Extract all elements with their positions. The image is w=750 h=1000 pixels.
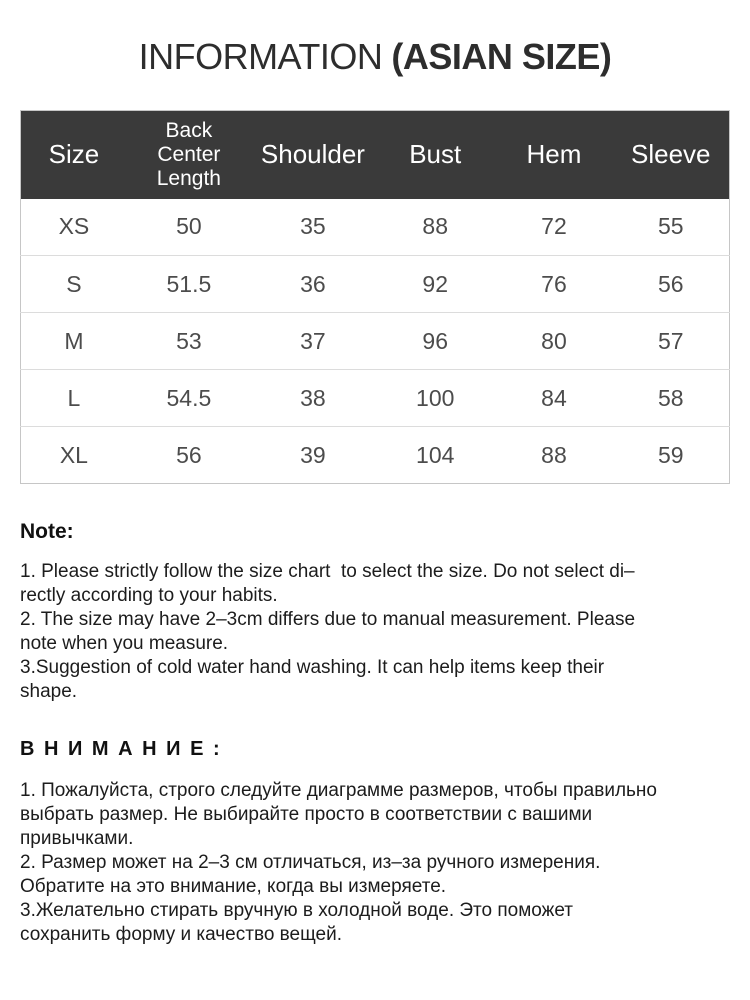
attention-line: выбрать размер. Не выбирайте просто в соответствии с вашими [20, 804, 593, 825]
attention-heading: В Н И М А Н И Е : [20, 738, 222, 760]
size-chart-body [21, 199, 730, 484]
cell-back-center-length: 50 [176, 213, 202, 240]
note-heading: Note: [20, 520, 74, 543]
cell-bust: 104 [375, 427, 496, 484]
page-title [20, 0, 730, 78]
cell-sleeve: 57 [612, 313, 729, 370]
column-header-back-center-length: Back Center Length [156, 118, 221, 190]
table-row-xs [21, 199, 730, 256]
cell-size: L [21, 370, 127, 427]
cell-hem: 84 [495, 370, 612, 427]
column-header-size: Size [48, 138, 100, 169]
column-header-hem: Hem [526, 138, 582, 169]
note-line: 1. Please strictly follow the size chart to select the size. Do not select di– [20, 561, 635, 582]
cell-hem: 72 [541, 213, 567, 240]
cell-sleeve: 56 [612, 256, 729, 313]
cell-size: S [21, 256, 127, 313]
size-chart-table [20, 110, 730, 484]
cell-shoulder: 35 [300, 213, 326, 240]
cell-sleeve: 55 [657, 213, 684, 240]
size-chart-header [21, 111, 730, 199]
column-header-sleeve: Sleeve [630, 138, 711, 169]
cell-back-center-length: 56 [127, 427, 251, 484]
note-line: rectly according to your habits. [20, 585, 278, 606]
cell-bust: 88 [422, 213, 449, 240]
cell-back-center-length: 53 [127, 313, 251, 370]
size-chart-header-row [21, 111, 730, 199]
cell-back-center-length: 51.5 [127, 256, 251, 313]
table-row-l [21, 370, 730, 427]
cell-shoulder: 36 [251, 256, 375, 313]
cell-shoulder: 39 [251, 427, 375, 484]
page-title-regular: INFORMATION [138, 36, 383, 77]
note-line: 2. The size may have 2–3cm differs due to manual measurement. Please [20, 609, 636, 630]
cell-hem: 76 [495, 256, 612, 313]
attention-text [20, 779, 730, 947]
note-line: 3.Suggestion of cold water hand washing. It can help items keep their [20, 657, 605, 678]
table-row-s [21, 256, 730, 313]
cell-sleeve: 58 [612, 370, 729, 427]
cell-sleeve: 59 [612, 427, 729, 484]
cell-hem: 88 [495, 427, 612, 484]
attention-line: сохранить форму и качество вещей. [20, 924, 342, 945]
attention-line: 2. Размер может на 2–3 см отличаться, из–за ручного измерения. [20, 852, 601, 873]
note-text [20, 560, 730, 704]
attention-line: Обратите на это внимание, когда вы измеряете. [20, 876, 447, 897]
cell-size: XL [21, 427, 127, 484]
column-header-shoulder: Shoulder [260, 138, 365, 169]
note-section [20, 520, 730, 704]
table-row-xl [21, 427, 730, 484]
note-line: note when you measure. [20, 633, 229, 654]
attention-section [20, 738, 730, 947]
cell-bust: 100 [375, 370, 496, 427]
cell-size: XS [58, 213, 90, 240]
cell-size: M [21, 313, 127, 370]
attention-line: 1. Пожалуйста, строго следуйте диаграмме размеров, чтобы правильно [20, 780, 657, 801]
attention-line: привычками. [20, 828, 134, 849]
cell-bust: 92 [375, 256, 496, 313]
table-row-m [21, 313, 730, 370]
column-header-bust: Bust [409, 138, 462, 169]
attention-line: 3.Желательно стирать вручную в холодной воде. Это поможет [20, 900, 574, 921]
cell-back-center-length: 54.5 [127, 370, 251, 427]
page-title-bold: (ASIAN SIZE) [391, 36, 612, 77]
cell-shoulder: 38 [251, 370, 375, 427]
note-line: shape. [20, 681, 78, 702]
cell-hem: 80 [495, 313, 612, 370]
cell-bust: 96 [375, 313, 496, 370]
cell-shoulder: 37 [251, 313, 375, 370]
